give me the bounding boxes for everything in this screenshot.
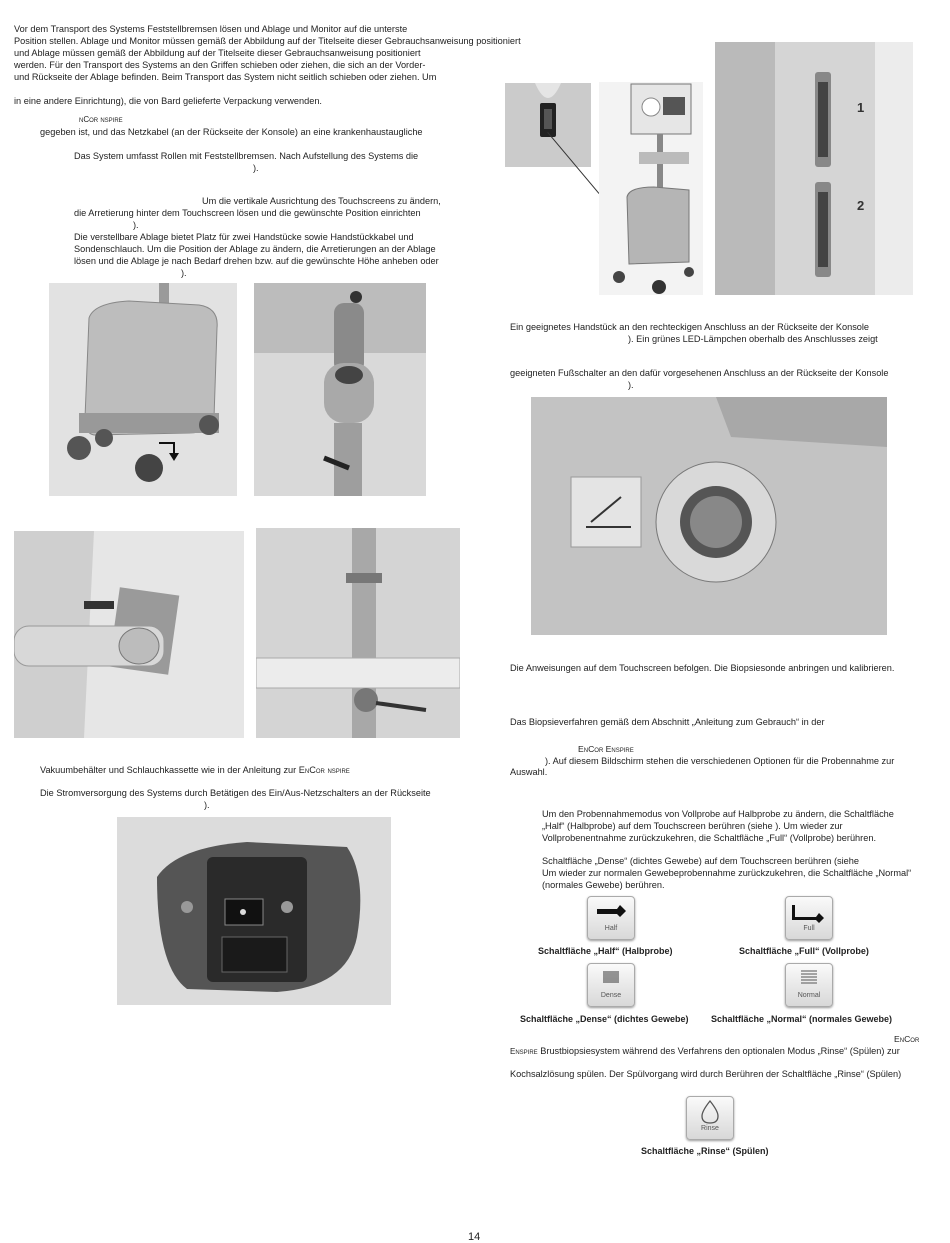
dense-tissue-icon xyxy=(588,964,634,992)
left-p5-line4: Die verstellbare Ablage bietet Platz für zwei Handstücke sowie Handstückkabel und xyxy=(74,232,414,242)
left-p7: Die Stromversorgung des Systems durch Betätigen des Ein/Aus-Netzschalters an der Rückseite xyxy=(40,788,431,798)
right-p6-line1: Um den Probennahmemodus von Vollprobe auf Halbprobe zu ändern, die Schaltfläche xyxy=(542,809,894,819)
dense-button-label: Dense xyxy=(600,992,622,999)
right-p5-end: Auswahl. xyxy=(510,767,548,777)
right-p8-brand-a: EnCor xyxy=(894,1034,920,1044)
half-button-label: Half xyxy=(604,925,618,932)
rinse-button-label: Rinse xyxy=(701,1125,719,1132)
left-p2: in eine andere Einrichtung), die von Bard gelieferte Verpackung verwenden. xyxy=(14,96,322,106)
photo-monitor-lock xyxy=(14,531,244,738)
photo-footswitch-port xyxy=(531,397,887,635)
right-p7-line1: Schaltfläche „Dense“ (dichtes Gewebe) auf dem Touchscreen berühren (siehe xyxy=(542,856,859,866)
right-p1-cont: ). Ein grünes LED-Lämpchen oberhalb des Anschlusses zeigt xyxy=(628,334,878,344)
right-p3: Die Anweisungen auf dem Touchscreen befolgen. Die Biopsiesonde anbringen und kalibrieren. xyxy=(510,663,895,673)
dense-button[interactable] xyxy=(587,963,635,1007)
right-p5-brand: EnCor Enspire xyxy=(578,744,634,754)
left-p5-line5: Sondenschlauch. Um die Position der Ablage zu ändern, die Arretierungen an der Ablage xyxy=(74,244,436,254)
left-p1-line1: Vor dem Transport des Systems Feststellbremsen lösen und Ablage und Monitor auf die unterste xyxy=(14,24,408,34)
right-p2: geeigneten Fußschalter an den dafür vorgesehenen Anschluss an der Rückseite der Konsole xyxy=(510,368,889,378)
port-label-2: 2 xyxy=(857,198,865,213)
full-button[interactable] xyxy=(785,896,833,940)
caption-full: Schaltfläche „Full“ (Vollprobe) xyxy=(739,946,869,956)
left-p3: gegeben ist, und das Netzkabel (an der Rückseite der Konsole) an eine krankenhaustaugliche xyxy=(40,127,423,137)
left-p5-line3: ). xyxy=(133,220,139,230)
right-p8-text: Brustbiopsiesystem während des Verfahrens den optionalen Modus „Rinse“ (Spülen) zur xyxy=(540,1046,900,1056)
photo-tray-pole xyxy=(256,528,460,738)
right-p9: Kochsalzlösung spülen. Der Spülvorgang wird durch Berühren der Schaltfläche „Rinse“ (Spülen) xyxy=(510,1069,902,1079)
right-p2-end: ). xyxy=(628,380,634,390)
left-p6: Vakuumbehälter und Schlauchkassette wie in der Anleitung zur EnCor nspire xyxy=(40,765,350,775)
left-p5-line2: die Arretierung hinter dem Touchscreen lösen und die gewünschte Position einrichten xyxy=(74,208,421,218)
caption-dense: Schaltfläche „Dense“ (dichtes Gewebe) xyxy=(520,1014,689,1024)
rinse-button[interactable] xyxy=(686,1096,734,1140)
right-p6-line2: „Half“ (Halbprobe) auf dem Touchscreen berühren (siehe ). Um wieder zur xyxy=(542,821,843,831)
left-p1-line4: werden. Für den Transport des Systems an den Griffen schieben oder ziehen, die sich an der Vorder- xyxy=(14,60,426,70)
left-p5-line7: ). xyxy=(181,268,187,278)
left-p7-end: ). xyxy=(204,800,210,810)
photo-handpiece-ports xyxy=(715,42,913,295)
right-p8: Enspire Brustbiopsiesystem während des Verfahrens den optionalen Modus „Rinse“ (Spülen) zur xyxy=(510,1046,900,1056)
caption-rinse: Schaltfläche „Rinse“ (Spülen) xyxy=(641,1146,769,1156)
caption-half: Schaltfläche „Half“ (Halbprobe) xyxy=(538,946,673,956)
photo-monitor-arm xyxy=(254,283,426,496)
normal-button-label: Normal xyxy=(797,992,821,999)
left-p1-line2: Position stellen. Ablage und Monitor müssen gemäß der Abbildung auf der Titelseite dieser Gebrauchsanweisung positioniert xyxy=(14,36,521,46)
right-p4: Das Biopsieverfahren gemäß dem Abschnitt „Anleitung zum Gebrauch“ in der xyxy=(510,717,825,727)
page-number: 14 xyxy=(468,1231,481,1243)
half-button[interactable] xyxy=(587,896,635,940)
right-p5: ). Auf diesem Bildschirm stehen die verschiedenen Optionen für die Probennahme zur xyxy=(545,756,895,766)
left-p3-brand: nCor nspire xyxy=(79,115,123,124)
full-button-label: Full xyxy=(803,925,815,932)
left-p5-line6: lösen und die Ablage je nach Bedarf drehen bzw. auf die gewünschte Höhe anheben oder xyxy=(74,256,439,266)
left-p5-line1: Um die vertikale Ausrichtung des Touchscreens zu ändern, xyxy=(202,196,441,206)
photo-cart-wheels xyxy=(49,283,237,496)
right-p6-line3: Vollprobenentnahme zurückzukehren, die Schaltfläche „Full“ (Vollprobe) berühren. xyxy=(542,833,877,843)
photo-power-switch xyxy=(117,817,391,1005)
left-p1-line3: und Ablage müssen gemäß der Abbildung auf der Titelseite dieser Gebrauchsanweisung positioniert xyxy=(14,48,421,58)
right-p7-line3: (normales Gewebe) berühren. xyxy=(542,880,665,890)
caption-normal: Schaltfläche „Normal“ (normales Gewebe) xyxy=(711,1014,893,1024)
normal-button[interactable] xyxy=(785,963,833,1007)
right-p7-line2: Um wieder zur normalen Gewebeprobennahme zurückzukehren, die Schaltfläche „Normal“ xyxy=(542,868,912,878)
left-p1-line5: und Rückseite der Ablage befinden. Beim Transport das System nicht seitlich schieben oder ziehen. Um xyxy=(14,72,437,82)
left-p4: Das System umfasst Rollen mit Feststellbremsen. Nach Aufstellung des Systems die xyxy=(74,151,419,161)
right-p1: Ein geeignetes Handstück an den rechteckigen Anschluss an der Rückseite der Konsole xyxy=(510,322,870,332)
normal-tissue-icon xyxy=(786,964,832,992)
photo-system-front xyxy=(599,82,703,295)
port-label-1: 1 xyxy=(857,100,865,115)
left-p4-end: ). xyxy=(253,163,259,173)
